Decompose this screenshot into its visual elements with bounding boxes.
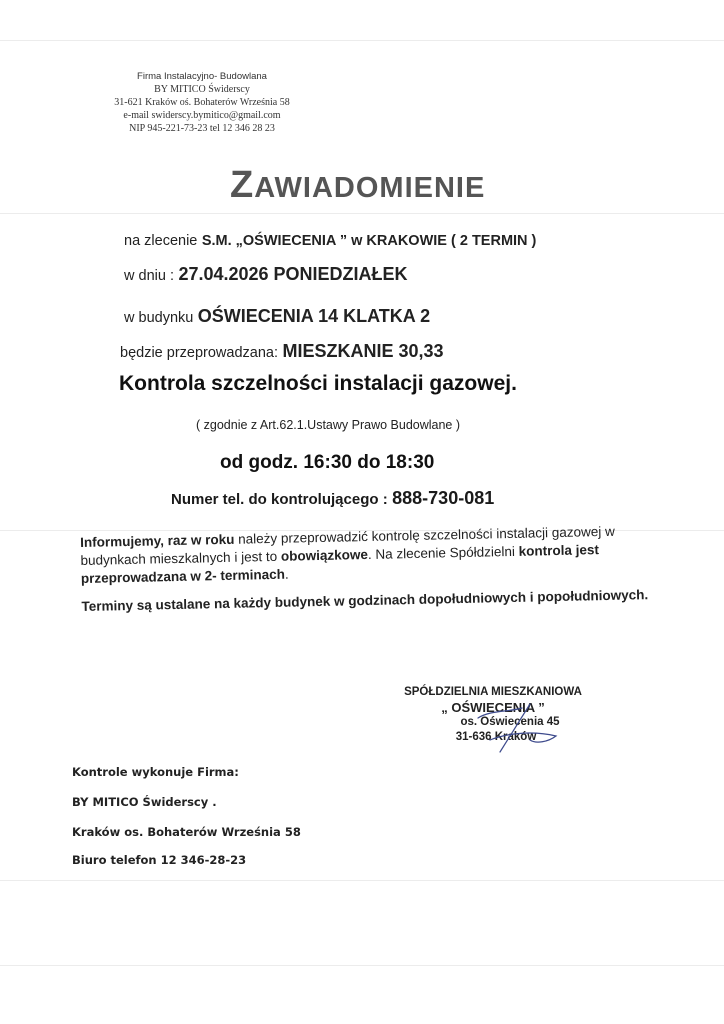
info-paragraph xyxy=(80,522,661,588)
stamp-line: „ OŚWIECENIA ” xyxy=(441,700,545,715)
document-title xyxy=(230,164,485,207)
footer-line: Biuro telefon 12 346-28-23 xyxy=(72,853,247,867)
info-text-part: . xyxy=(284,566,289,582)
footer-line: Kraków os. Bohaterów Września 58 xyxy=(72,825,301,839)
info-bold: kontrola jest przeprowadzana w 2- terminach xyxy=(80,542,600,586)
building-label: w budynku xyxy=(124,310,194,326)
stamp-line: os. Oświecenia 45 xyxy=(460,716,560,728)
signature-mark xyxy=(460,700,570,760)
info-text-part: należy przeprowadzić kontrolę szczelności instalacji gazowej w budynkach mieszkalnych i jest to xyxy=(80,523,615,568)
order-label: na zlecenie xyxy=(124,233,198,249)
phone-label: Numer tel. do kontrolującego : xyxy=(171,491,388,508)
inspection-hours: od godz. 16:30 do 18:30 xyxy=(220,452,435,473)
letterhead-line: Firma Instalacyjno- Budowlana xyxy=(137,71,267,82)
inspector-phone xyxy=(171,488,494,509)
info-text xyxy=(80,522,662,626)
info-bold: obowiązkowe xyxy=(280,546,369,564)
headline: Kontrola szczelności instalacji gazowej. xyxy=(119,372,517,395)
building-value: OŚWIECENIA 14 KLATKA 2 xyxy=(197,306,431,326)
title-first-letter: Z xyxy=(230,164,255,206)
stamp-line: 31-636 Kraków xyxy=(455,731,537,743)
legal-basis: ( zgodnie z Art.62.1.Ustawy Prawo Budowlane ) xyxy=(196,418,461,432)
order-line xyxy=(124,232,536,250)
letterhead-line: 31-621 Kraków oś. Bohaterów Września 58 xyxy=(114,97,290,108)
footer-line: Kontrole wykonuje Firma: xyxy=(72,765,239,779)
company-letterhead xyxy=(82,70,322,135)
info-paragraph: Terminy są ustalane na każdy budynek w godzinach dopołudniowych i popołudniowych. xyxy=(81,587,649,614)
building-line xyxy=(124,306,430,327)
letterhead-line: BY MITICO Świderscy xyxy=(154,84,250,95)
date-label: w dniu : xyxy=(124,268,174,284)
flats-label: będzie przeprowadzana: xyxy=(120,345,278,361)
date-value: 27.04.2026 PONIEDZIAŁEK xyxy=(178,264,408,284)
stamp-line: SPÓŁDZIELNIA MIESZKANIOWA xyxy=(404,686,582,698)
letterhead-line: e-mail swiderscy.bymitico@gmail.com xyxy=(123,110,281,121)
phone-value: 888-730-081 xyxy=(392,488,495,508)
flats-value: MIESZKANIE 30,33 xyxy=(282,341,444,361)
info-bold: Informujemy, raz w roku xyxy=(80,531,235,550)
flats-line xyxy=(120,341,444,362)
info-text-part: . Na zlecenie Spółdzielni xyxy=(367,543,519,562)
footer-line: BY MITICO Świderscy . xyxy=(72,795,217,809)
date-line xyxy=(124,264,408,285)
order-value: S.M. „OŚWIECENIA ” w KRAKOWIE ( 2 TERMIN ) xyxy=(201,233,537,249)
letterhead-line: NIP 945-221-73-23 tel 12 346 28 23 xyxy=(129,123,275,134)
title-rest: AWIADOMIENIE xyxy=(254,172,486,204)
